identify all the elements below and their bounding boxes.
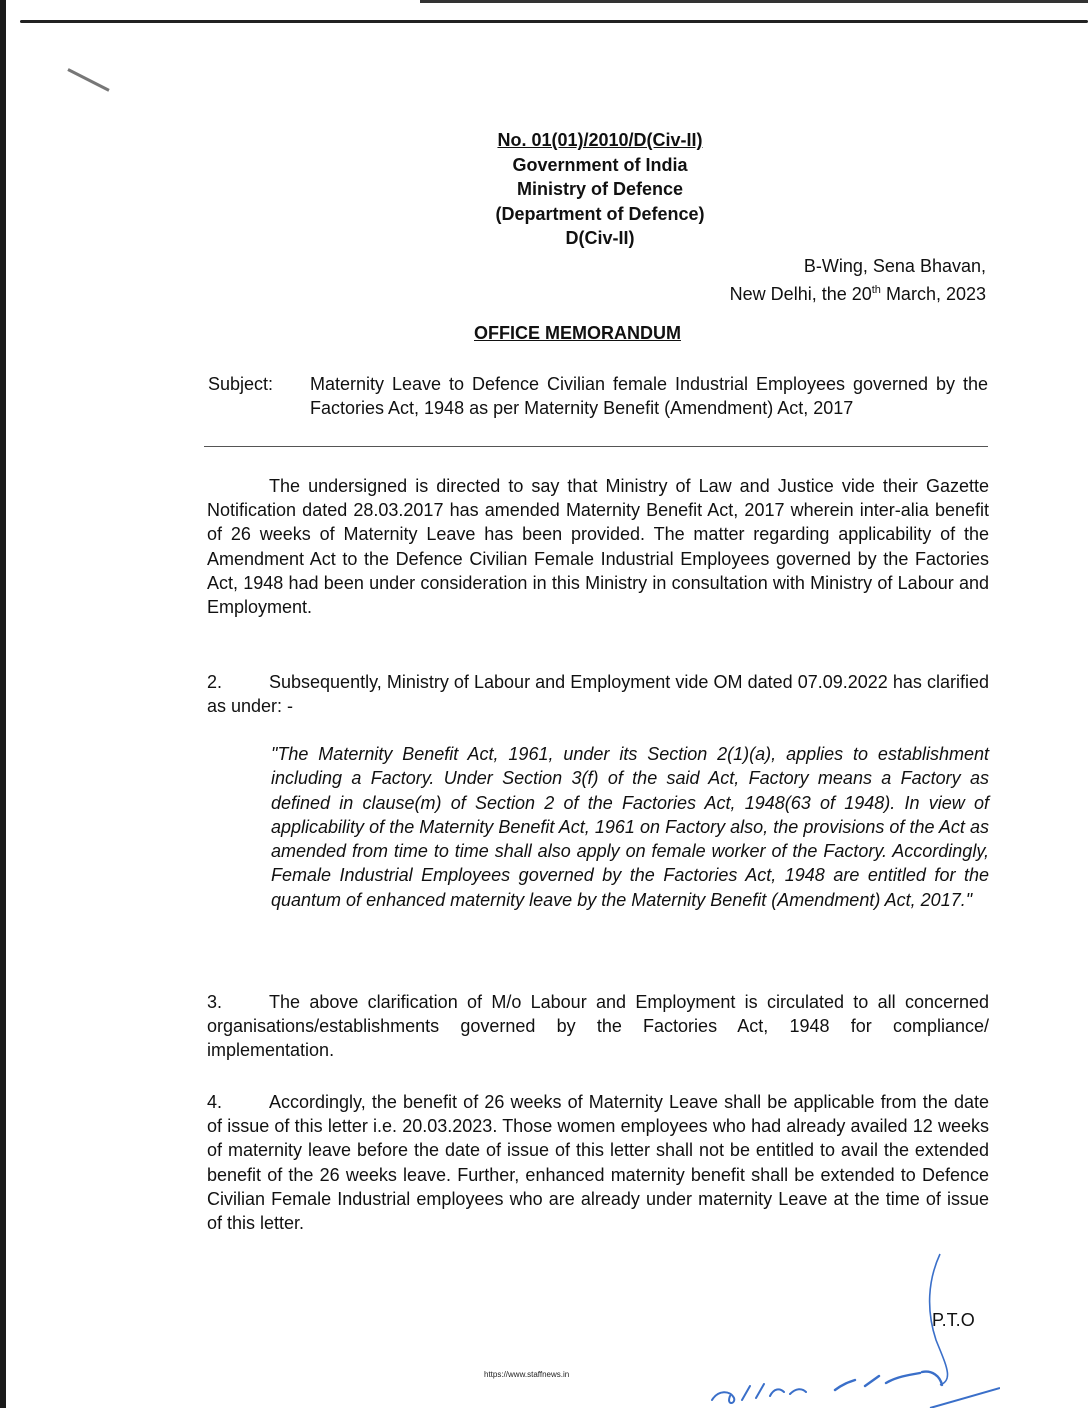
subject-block [208, 373, 988, 420]
quoted-clarification: "The Maternity Benefit Act, 1961, under its Section 2(1)(a), applies to establishment including a Factory. Under Section 3(f) of the said Act, Factory means a Factory as defined in clause(m) of Section 2 of the Factories Act, 1948(63 of 1948). In view of applicability of the Maternity Benefit Act, 1961 on Factory also, the provisions of the Act as amended from time to time shall also apply on female worker of the Factory. Accordingly, Female Industrial Employees governed by the Factories Act, 1948 are entitled for the quantum of enhanced maternity leave by the Maternity Benefit (Amendment) Act, 2017." [271, 744, 989, 910]
paragraph-number: 3. [207, 992, 223, 1012]
letterhead [440, 128, 760, 251]
subject-divider [204, 446, 988, 447]
letterhead-line-section: D(Civ-II) [565, 228, 635, 248]
address-block [730, 254, 986, 306]
scan-border-top [420, 0, 1088, 3]
paragraph-3 [207, 990, 989, 1063]
subject-label: Subject: [208, 374, 274, 394]
date-prefix: New Delhi, the 20 [729, 284, 872, 304]
letterhead-line-ministry: Ministry of Defence [516, 179, 684, 199]
reference-number: No. 01(01)/2010/D(Civ-II) [497, 130, 703, 150]
paragraph-number: 4. [207, 1092, 223, 1112]
letterhead-line-department: (Department of Defence) [495, 203, 705, 224]
paragraph-1: The undersigned is directed to say that Ministry of Law and Justice vide their Gazette Notification dated 28.03.2017 has amended Maternity Benefit Act, 2017 wherein inter-alia benefit of 26 weeks of Maternity Leave has been provided. The matter regarding applicability of the Amendment Act to the Defence Civilian Female Industrial Employees governed by the Factories Act, 1948 had been under consideration in this Ministry in consultation with Ministry of Labour and Employment. [207, 476, 989, 618]
scan-pen-mark [67, 68, 109, 92]
subject-text: Maternity Leave to Defence Civilian female Industrial Employees governed by the Factories Act, 1948 as per Maternity Benefit (Amendment) Act, 2017 [310, 374, 988, 418]
scan-edge-line [20, 20, 1088, 23]
footer-url: https://www.staffnews.in [484, 1370, 570, 1379]
paragraph-text: Accordingly, the benefit of 26 weeks of Maternity Leave shall be applicable from the date of issue of this letter i.e. 20.03.2023. Those women employees who had already availed 12 weeks of maternity leave before the date of issue of this letter shall not be entitled to avail the extended benefit of the 26 weeks leave. Further, enhanced maternity benefit shall be extended to Defence Civilian Female Industrial employees who are already under maternity Leave at the time of issue of this letter. [207, 1092, 989, 1234]
paragraph-4 [207, 1090, 989, 1235]
date-ordinal: th [871, 284, 881, 296]
scan-border-left [0, 0, 6, 1408]
date-rest: March, 2023 [880, 284, 986, 304]
paragraph-number: 2. [207, 672, 223, 692]
address-line: B-Wing, Sena Bhavan, [803, 256, 986, 276]
please-turn-over-note: P.T.O [932, 1310, 975, 1330]
paragraph-text: Subsequently, Ministry of Labour and Employment vide OM dated 07.09.2022 has clarified as under: - [207, 672, 989, 717]
letterhead-line-government: Government of India [512, 154, 688, 175]
date-line [730, 278, 986, 306]
paragraph-2 [207, 670, 989, 718]
document-title: OFFICE MEMORANDUM [474, 323, 681, 343]
paragraph-text: The above clarification of M/o Labour and Employment is circulated to all concerned organisations/establishments governed by the Factories Act, 1948 for compliance/ implementation. [207, 992, 989, 1061]
